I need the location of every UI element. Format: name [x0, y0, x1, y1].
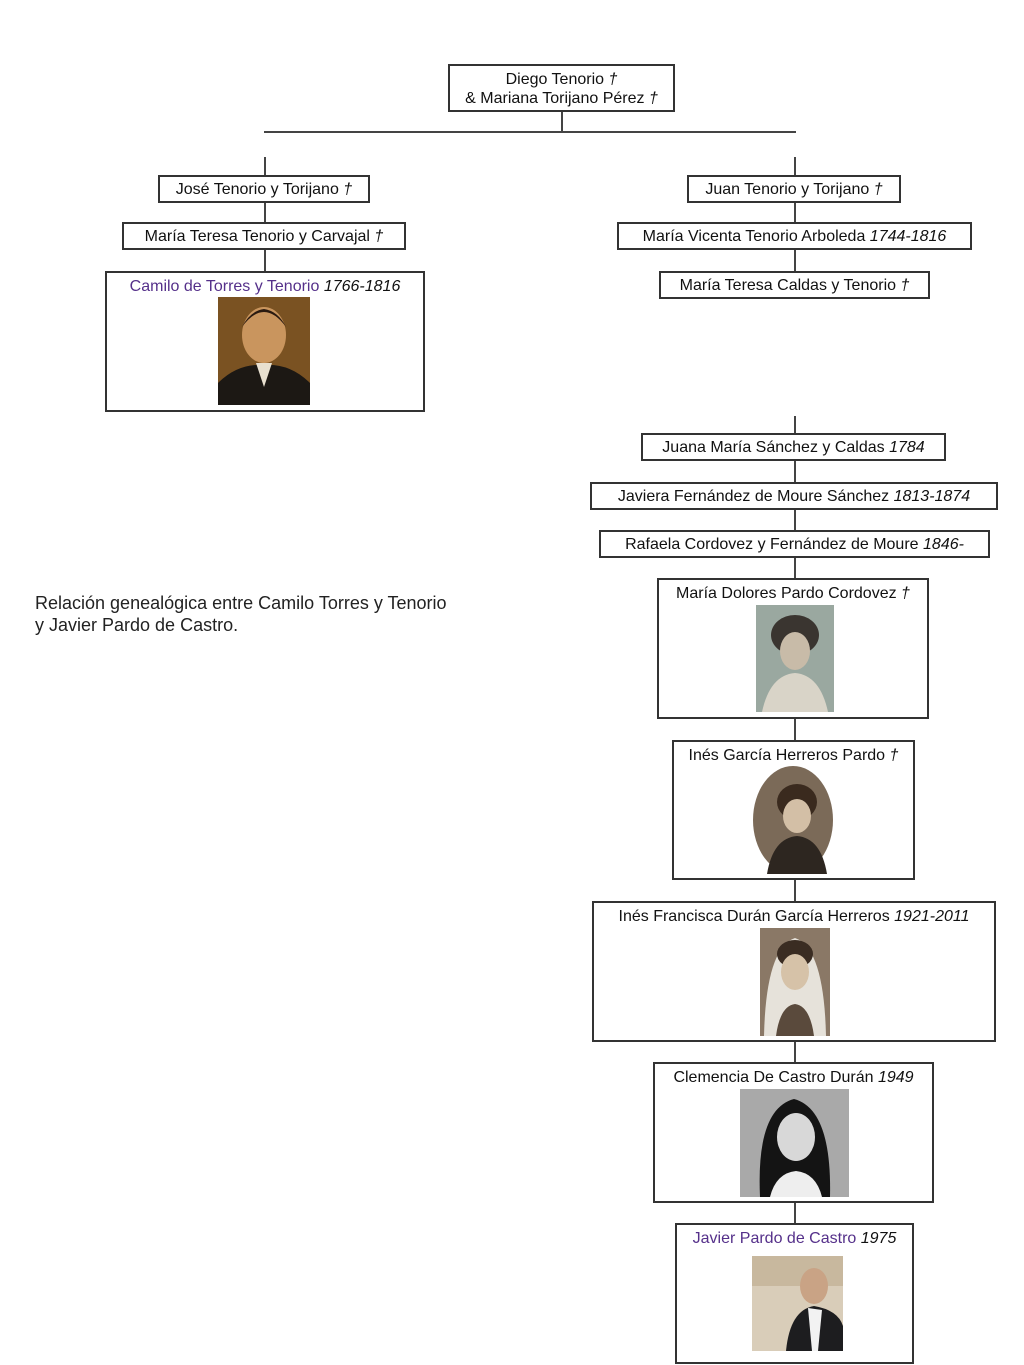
person-box [590, 482, 998, 510]
sibling-bar [264, 131, 796, 133]
root-line-2: & Mariana Torijano Pérez [465, 90, 645, 107]
person-dates: 1975 [860, 1230, 897, 1247]
person-box [687, 175, 901, 203]
person-name: Rafaela Cordovez y Fernández de Moure [625, 536, 919, 553]
root-couple-box: Diego Tenorio † & Mariana Torijano Pérez † [448, 64, 675, 112]
right-connector [794, 719, 796, 740]
right-connector [794, 880, 796, 901]
caption-line-2: y Javier Pardo de Castro. [35, 615, 239, 635]
person-name: José Tenorio y Torijano [175, 181, 339, 198]
person-dates: 1744-1816 [869, 228, 947, 245]
caption-line-1: Relación genealógica entre Camilo Torres y Tenorio [35, 593, 447, 613]
person-dates: † [900, 277, 910, 294]
person-dates: 1784 [889, 439, 925, 456]
oval-sepia-photo [753, 766, 834, 874]
diagram-caption [35, 592, 447, 636]
person-dates: † [901, 585, 910, 602]
person-dates: 1766-1816 [323, 278, 401, 295]
person-name: Clemencia De Castro Durán [673, 1069, 874, 1086]
left-connector [264, 201, 266, 222]
person-name: Inés Francisca Durán García Herreros [618, 908, 890, 925]
left-connector [264, 250, 266, 271]
veiled-portrait-photo [760, 928, 830, 1036]
root-line-1: Diego Tenorio [505, 71, 605, 88]
person-link[interactable]: Camilo de Torres y Tenorio [129, 278, 320, 295]
right-connector [794, 416, 796, 433]
person-dates: † [374, 228, 384, 245]
sepia-photo [756, 605, 834, 712]
person-name: María Teresa Tenorio y Carvajal [144, 228, 370, 245]
person-name: Inés García Herreros Pardo [688, 747, 886, 764]
person-box [641, 433, 946, 461]
person-dates: 1813-1874 [893, 488, 971, 505]
person-link[interactable]: Javier Pardo de Castro [692, 1230, 857, 1247]
person-box [158, 175, 370, 203]
person-box [122, 222, 406, 250]
person-name: María Vicenta Tenorio Arboleda [642, 228, 866, 245]
right-connector [794, 461, 796, 482]
person-name: María Dolores Pardo Cordovez [676, 585, 897, 602]
left-drop [264, 157, 266, 175]
right-connector [794, 250, 796, 271]
person-box [659, 271, 930, 299]
portrait-painting [218, 297, 310, 405]
person-dates: 1949 [877, 1069, 914, 1086]
right-connector [794, 201, 796, 222]
person-box [617, 222, 972, 250]
person-dates: † [873, 181, 883, 198]
bw-portrait-photo [740, 1089, 849, 1197]
person-dates: 1921-2011 [894, 908, 970, 925]
right-connector [794, 1041, 796, 1062]
person-box [599, 530, 990, 558]
person-dates: † [343, 181, 353, 198]
right-connector [794, 1203, 796, 1223]
right-drop [794, 157, 796, 175]
person-dates: 1846- [923, 536, 964, 553]
person-name: Juan Tenorio y Torijano [705, 181, 870, 198]
person-name: Javiera Fernández de Moure Sánchez [617, 488, 890, 505]
person-name: María Teresa Caldas y Tenorio [679, 277, 897, 294]
person-dates: † [889, 747, 899, 764]
person-name: Juana María Sánchez y Caldas [662, 439, 885, 456]
right-connector [794, 510, 796, 530]
right-connector [794, 558, 796, 578]
root-connector [561, 112, 563, 132]
portrait-photo [752, 1256, 843, 1351]
